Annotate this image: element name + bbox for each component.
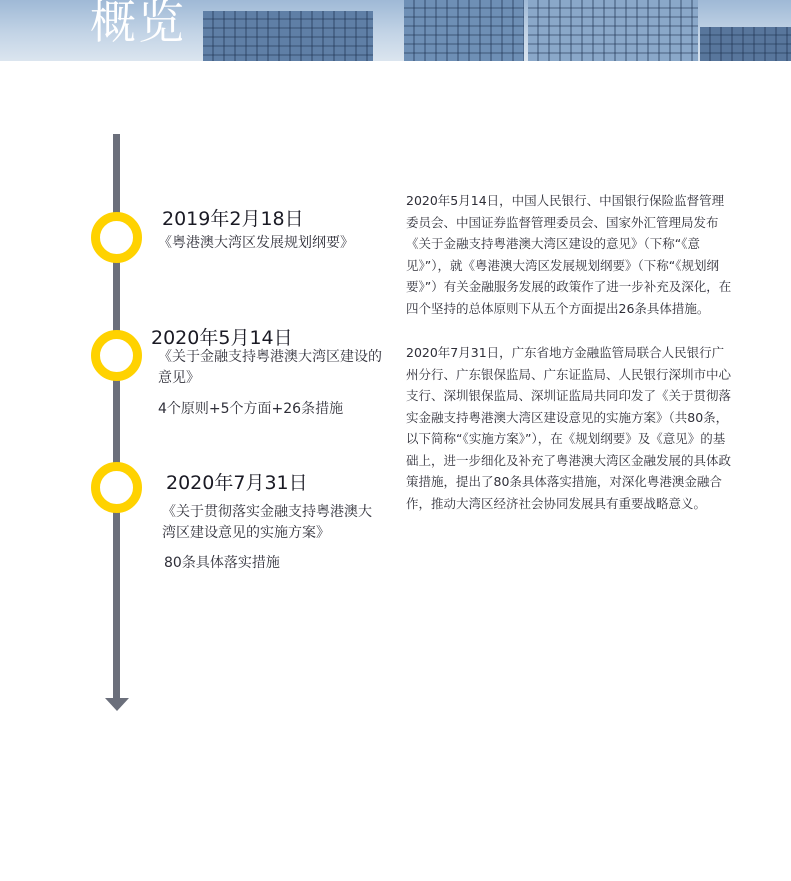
building-image: [404, 0, 524, 61]
building-image: [203, 11, 373, 61]
event-date: 2019年2月18日: [162, 208, 304, 230]
event-document: 《粤港澳大湾区发展规划纲要》: [158, 235, 354, 251]
timeline-node: [91, 212, 142, 263]
detail-paragraph: 2020年7月31日，广东省地方金融监管局联合人民银行广州分行、广东银保监局、广东证监局、人民银行深圳市中心支行、深圳银保监局、深圳证监局共同印发了《关于贯彻落实金融支持粤港澳大湾区建设意见的实施方案》（共80条，以下简称“《实施方案》”），在《规划纲要》及《意见》的基础上，进一步细化及补充了粤港澳大湾区金融发展的具体政策措施，提出了80条具体落实措施，对深化粤港澳金融合作，推动大湾区经济社会协同发展具有重要战略意义。: [406, 345, 732, 511]
page-title: 概览: [90, 0, 186, 49]
header-banner: [0, 0, 791, 61]
event-note: 80条具体落实措施: [164, 555, 280, 571]
event-document: 《关于贯彻落实金融支持粤港澳大湾区建设意见的实施方案》: [162, 504, 372, 541]
event-document: 《关于金融支持粤港澳大湾区建设的意见》: [158, 349, 382, 386]
event-date: 2020年5月14日: [151, 327, 293, 349]
timeline-node: [91, 330, 142, 381]
timeline-node: [91, 462, 142, 513]
event-note: 4个原则+5个方面+26条措施: [158, 401, 344, 417]
detail-paragraph: 2020年5月14日，中国人民银行、中国银行保险监督管理委员会、中国证券监督管理委员会、国家外汇管理局发布《关于金融支持粤港澳大湾区建设的意见》（下称“《意见》”），就《粤港澳大湾区发展规划纲要》（下称“《规划纲要》”）有关金融服务发展的政策作了进一步补充及深化，在四个坚持的总体原则下从五个方面提出26条具体措施。: [406, 193, 732, 316]
building-image: [700, 27, 791, 61]
building-image: [528, 0, 698, 61]
event-date: 2020年7月31日: [166, 472, 308, 494]
timeline-arrow-icon: [105, 698, 129, 711]
